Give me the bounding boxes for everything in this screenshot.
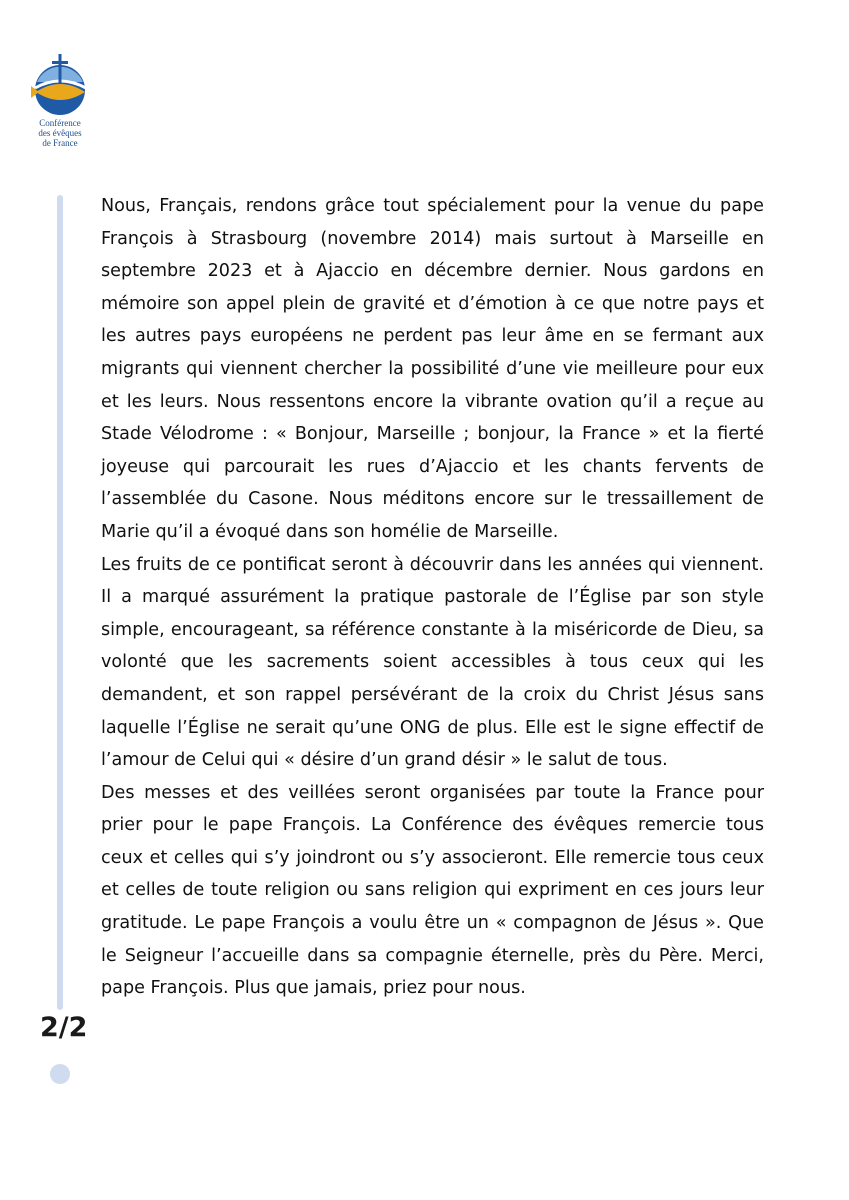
cef-logo: [26, 52, 94, 162]
paragraph-2: Les fruits de ce pontificat seront à découvrir dans les années qui viennent. Il a marqué assurément la pratique pastorale de l’Église par son style simple, encourageant, sa référence constante à la miséricorde de Dieu, sa volonté que les sacrements soient accessibles à tous ceux qui les demandent, et son rappel persévérant de la croix du Christ Jésus sans laquelle l’Église ne serait qu’une ONG de plus. Elle est le signe effectif de l’amour de Celui qui « désire d’un grand désir » le salut de tous.: [101, 554, 764, 771]
logo-line-1: Conférence: [39, 118, 81, 128]
paragraph-3: Des messes et des veillées seront organisées par toute la France pour prier pour le pape François. La Conférence des évêques remercie tous ceux et celles qui s’y joindront ou s’y associeront. Elle remercie tous ceux et celles de toute religion ou sans religion qui expriment en ces jours leur gratitude. Le pape François a voulu être un « compagnon de Jésus ». Que le Seigneur l’accueille dans sa compagnie éternelle, près du Père. Merci, pape François. Plus que jamais, priez pour nous.: [101, 782, 764, 999]
logo-line-3: de France: [42, 138, 78, 148]
logo-text: [26, 118, 94, 148]
side-decorative-line: [57, 195, 63, 1010]
cross-fish-logo-icon: [28, 52, 92, 118]
document-body: [101, 190, 764, 1005]
page-number: 2/2: [40, 1010, 96, 1046]
logo-line-2: des évêques: [38, 128, 82, 138]
paragraph-1: Nous, Français, rendons grâce tout spécialement pour la venue du pape François à Strasbourg (novembre 2014) mais surtout à Marseille en septembre 2023 et à Ajaccio en décembre dernier. Nous gardons en mémoire son appel plein de gravité et d’émotion à ce que notre pays et les autres pays européens ne perdent pas leur âme en se fermant aux migrants qui viennent chercher la possibilité d’une vie meilleure pour eux et les leurs. Nous ressentons encore la vibrante ovation qu’il a reçue au Stade Vélodrome : « Bonjour, Marseille ; bonjour, la France » et la fierté joyeuse qui parcourait les rues d’Ajaccio et les chants fervents de l’assemblée du Casone. Nous méditons encore sur le tressaillement de Marie qu’il a évoqué dans son homélie de Marseille.: [101, 196, 764, 542]
side-decorative-dot: [50, 1064, 70, 1084]
